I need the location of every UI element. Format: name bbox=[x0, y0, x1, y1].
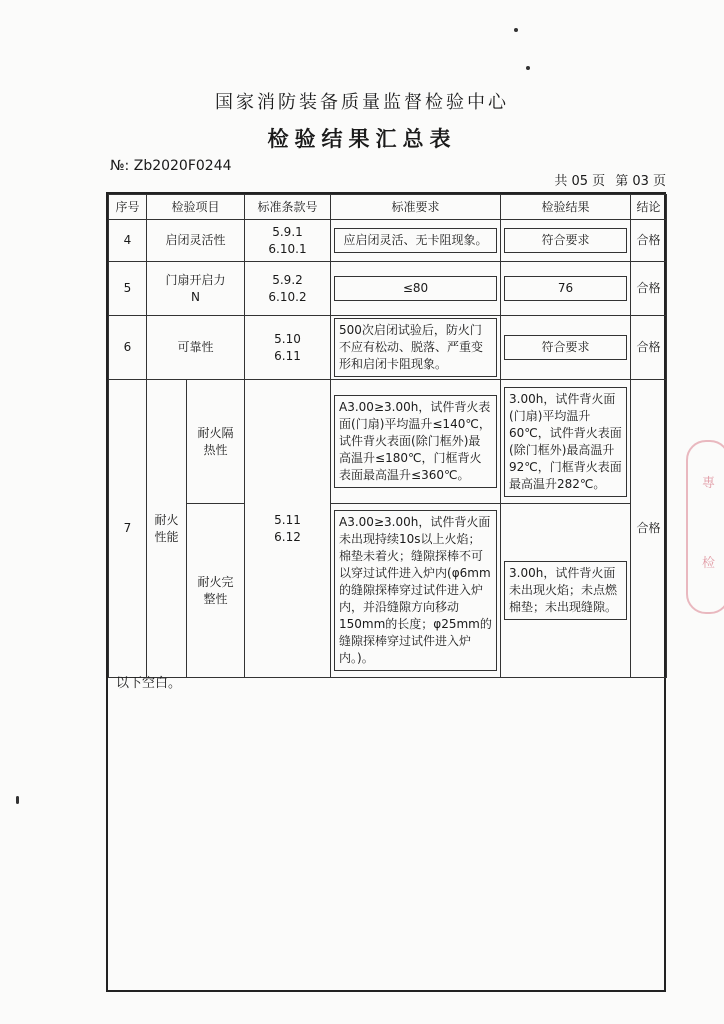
result-text: 符合要求 bbox=[504, 335, 627, 360]
result-text: 3.00h，试件背火面(门扇)平均温升60℃，试件背火表面(除门框外)最高温升92℃，门框背火表面最高温升282℃。 bbox=[504, 387, 627, 497]
row-no: 7 bbox=[109, 380, 147, 678]
row-requirement bbox=[331, 220, 501, 262]
report-number-value: Zb2020F0244 bbox=[133, 158, 232, 174]
requirement-text: 应启闭灵活、无卡阻现象。 bbox=[334, 228, 497, 253]
report-number bbox=[110, 158, 232, 174]
col-header-clause: 标准条款号 bbox=[245, 195, 331, 220]
row-result bbox=[501, 220, 631, 262]
result-text: 3.00h，试件背火面未出现火焰；未点燃棉垫；未出现缝隙。 bbox=[504, 561, 627, 620]
row-item: 门扇开启力 N bbox=[147, 262, 245, 316]
requirement-text: ≤80 bbox=[334, 276, 497, 301]
row-result bbox=[501, 316, 631, 380]
table-row bbox=[109, 220, 667, 262]
table-row bbox=[109, 262, 667, 316]
col-header-item: 检验项目 bbox=[147, 195, 245, 220]
col-header-no: 序号 bbox=[109, 195, 147, 220]
page-current: 第 03 页 bbox=[615, 174, 666, 189]
row-conclusion: 合格 bbox=[631, 380, 667, 678]
row-clause: 5.11 6.12 bbox=[245, 380, 331, 678]
scan-speck bbox=[514, 28, 518, 32]
row-item: 可靠性 bbox=[147, 316, 245, 380]
table-row bbox=[109, 380, 667, 504]
row-requirement bbox=[331, 316, 501, 380]
result-frame bbox=[106, 192, 666, 992]
page-info bbox=[544, 170, 666, 189]
requirement-text: A3.00≥3.00h，试件背火面未出现持续10s以上火焰；棉垫未着火；缝隙探棒不可以穿过试件进入炉内(φ6mm的缝隙探棒穿过试件进入炉内，并沿缝隙方向移动150mm的长度；φ25mm的缝隙探棒穿过试件进入炉内。)。 bbox=[334, 510, 497, 671]
scan-speck bbox=[16, 796, 19, 804]
row-no: 5 bbox=[109, 262, 147, 316]
row-requirement bbox=[331, 380, 501, 504]
requirement-text: 500次启闭试验后，防火门不应有松动、脱落、严重变形和启闭卡阻现象。 bbox=[334, 318, 497, 377]
row-clause: 5.10 6.11 bbox=[245, 316, 331, 380]
col-header-requirement: 标准要求 bbox=[331, 195, 501, 220]
table-row bbox=[109, 316, 667, 380]
subitem-name: 耐火隔 热性 bbox=[187, 380, 245, 504]
scan-speck bbox=[526, 66, 530, 70]
pages-total: 共 05 页 bbox=[554, 174, 606, 189]
row-clause: 5.9.2 6.10.2 bbox=[245, 262, 331, 316]
result-table bbox=[108, 194, 667, 678]
blank-note: 以下空白。 bbox=[116, 676, 182, 691]
table-row bbox=[109, 504, 667, 678]
row-item: 启闭灵活性 bbox=[147, 220, 245, 262]
report-number-label: №: bbox=[110, 158, 130, 174]
row-no: 4 bbox=[109, 220, 147, 262]
row-conclusion: 合格 bbox=[631, 262, 667, 316]
table-header-row bbox=[109, 195, 667, 220]
row-requirement bbox=[331, 504, 501, 678]
subitem-name: 耐火完 整性 bbox=[187, 504, 245, 678]
row-clause: 5.9.1 6.10.1 bbox=[245, 220, 331, 262]
row-no: 6 bbox=[109, 316, 147, 380]
result-text: 76 bbox=[504, 276, 627, 301]
row-item: 耐火 性能 bbox=[147, 380, 187, 678]
org-name: 国家消防装备质量监督检验中心 bbox=[215, 92, 509, 113]
row-result bbox=[501, 504, 631, 678]
red-stamp-seal: 專 检 bbox=[686, 440, 724, 614]
requirement-text: A3.00≥3.00h，试件背火表面(门扇)平均温升≤140℃，试件背火表面(除门框外)最高温升≤180℃，门框背火表面最高温升≤360℃。 bbox=[334, 395, 497, 488]
col-header-result: 检验结果 bbox=[501, 195, 631, 220]
col-header-conclusion: 结论 bbox=[631, 195, 667, 220]
doc-title: 检验结果汇总表 bbox=[267, 127, 457, 151]
row-result bbox=[501, 380, 631, 504]
row-requirement bbox=[331, 262, 501, 316]
row-conclusion: 合格 bbox=[631, 220, 667, 262]
row-conclusion: 合格 bbox=[631, 316, 667, 380]
result-text: 符合要求 bbox=[504, 228, 627, 253]
row-result bbox=[501, 262, 631, 316]
